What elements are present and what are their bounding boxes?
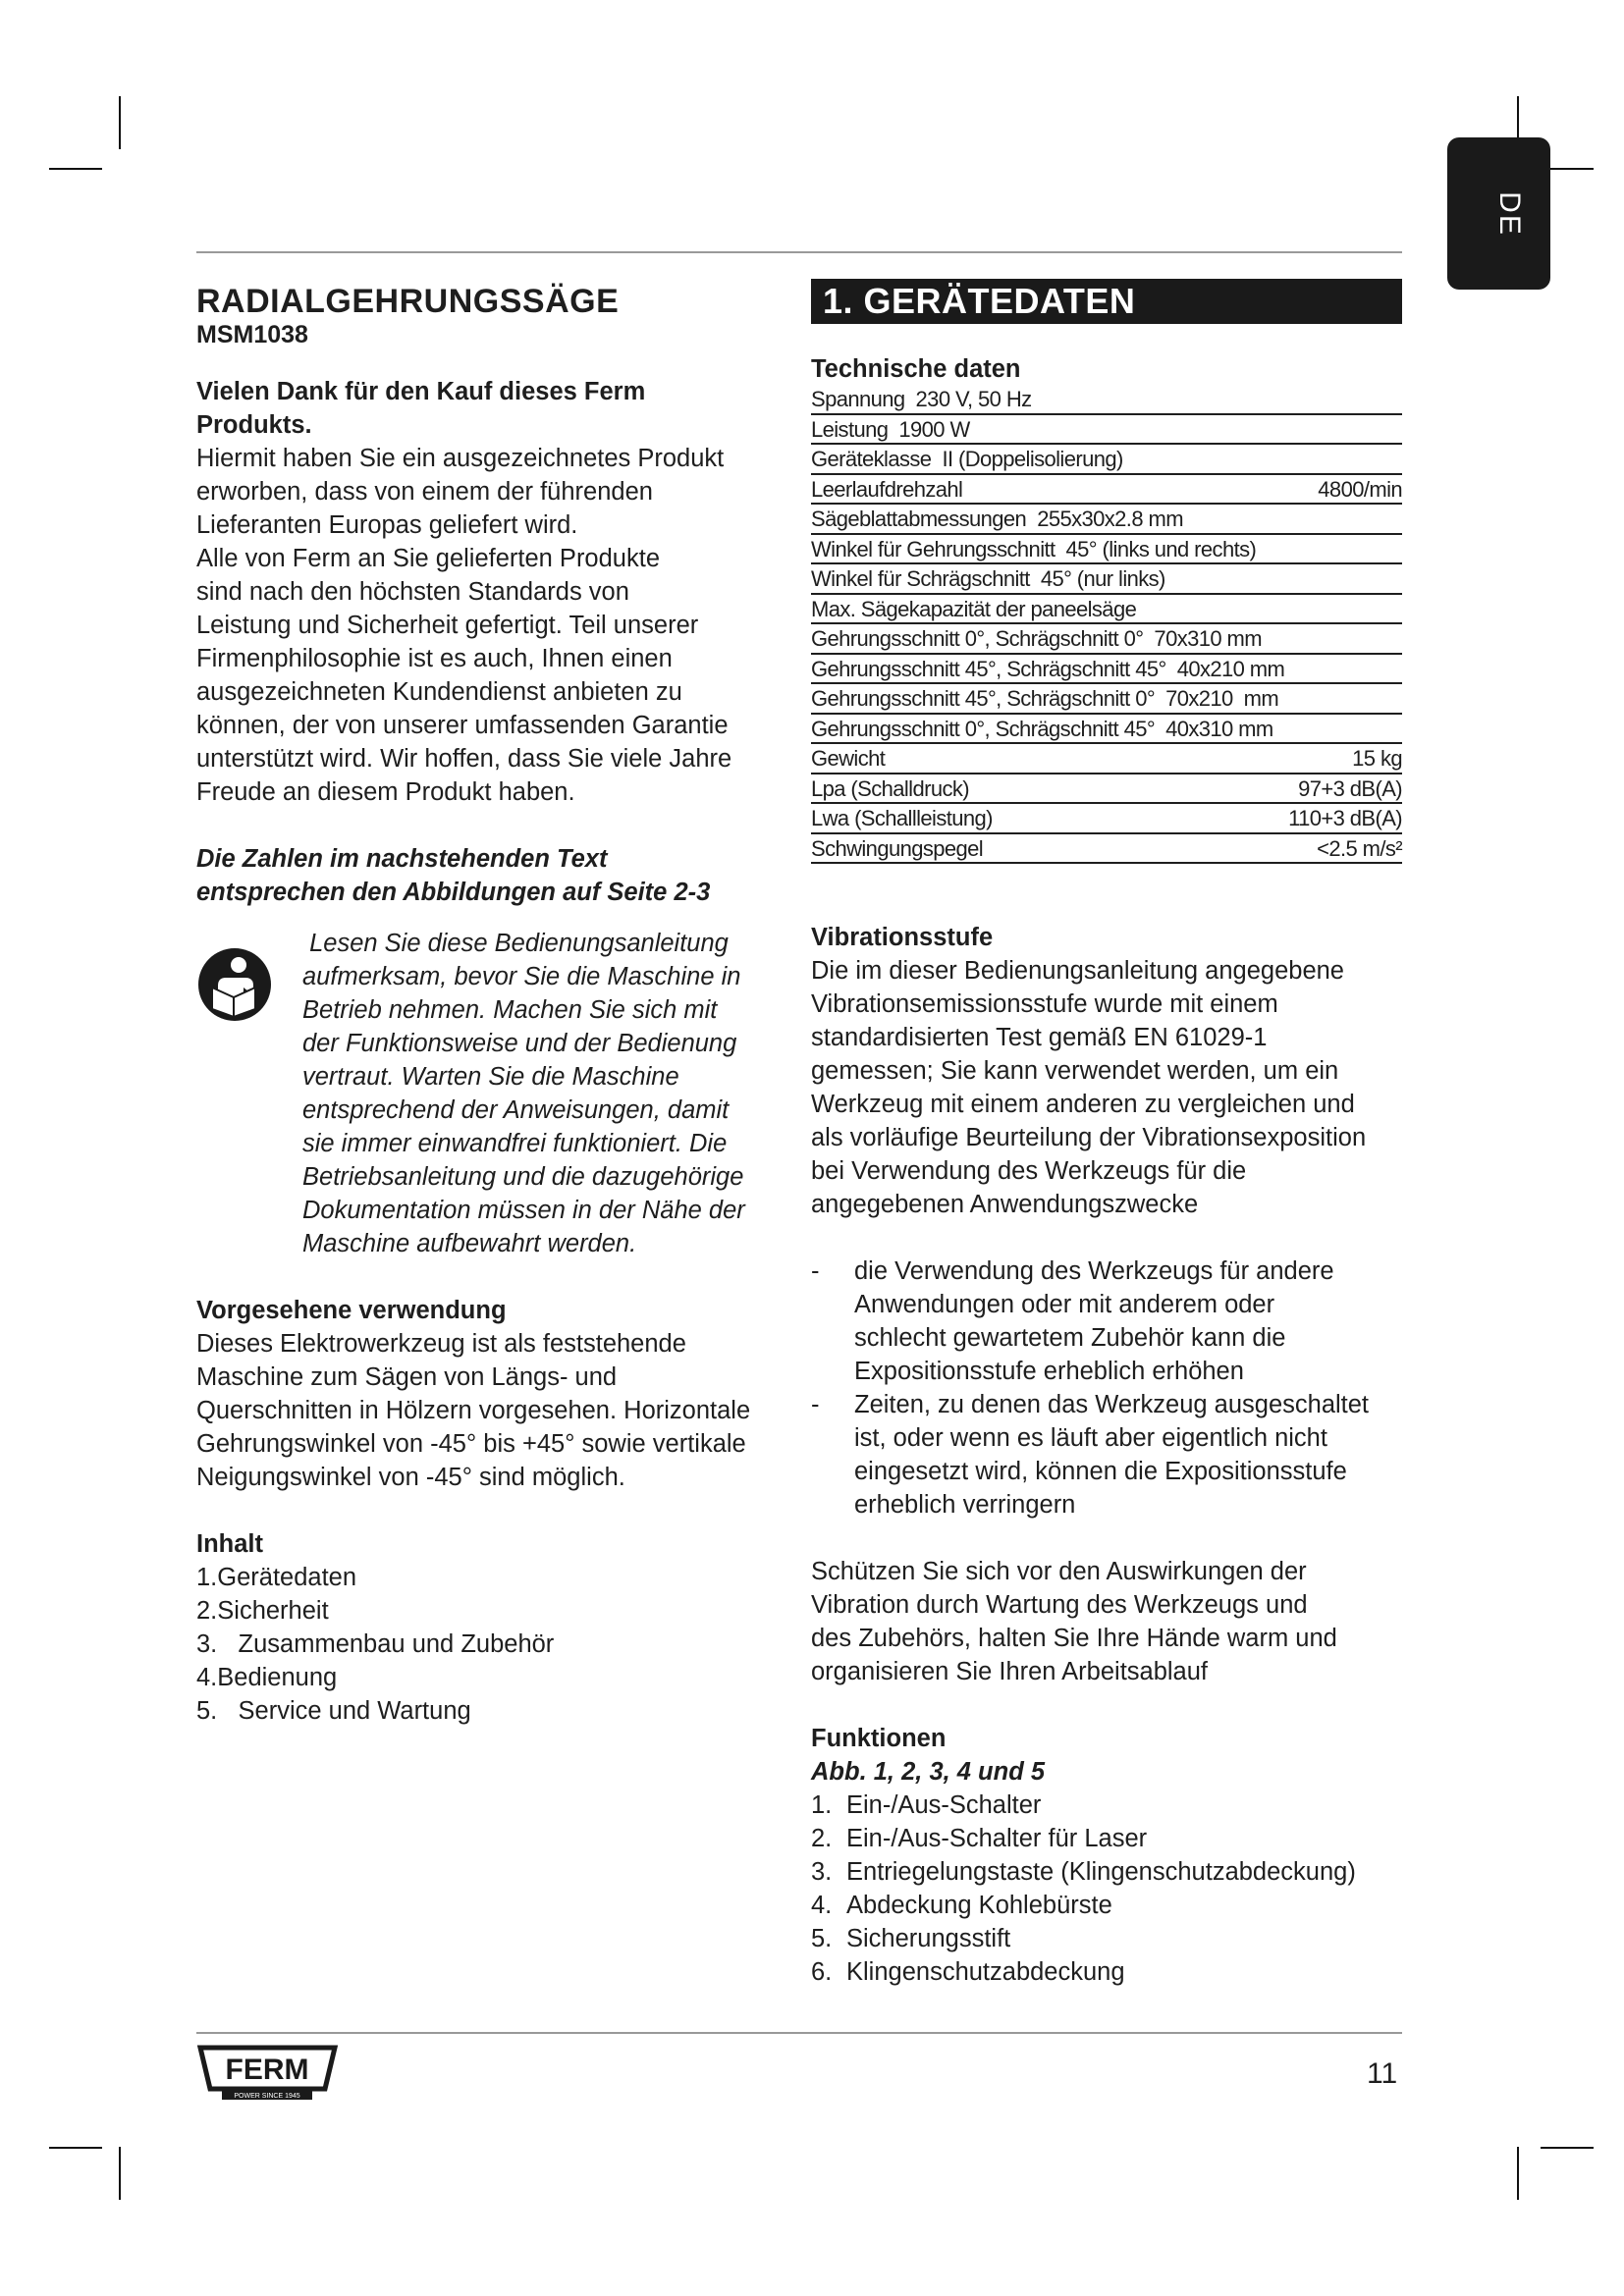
read-manual-notice <box>196 927 785 1260</box>
contents-item: 2.Sicherheit <box>196 1597 329 1625</box>
text-line: erworben, dass von einem der führenden <box>196 478 653 506</box>
spec-label: Winkel für Gehrungsschnitt 45° (links und rechts) <box>811 536 1257 561</box>
text-line: Gehrungswinkel von -45° bis +45° sowie vertikale <box>196 1430 746 1458</box>
vibration-heading: Vibrationsstufe <box>811 924 994 951</box>
text-line: ist, oder wenn es läuft aber eigentlich nicht <box>854 1424 1327 1452</box>
text-line: Anwendungen oder mit anderem oder <box>854 1291 1275 1318</box>
text-line: die Verwendung des Werkzeugs für andere <box>854 1257 1334 1285</box>
spec-label: Sägeblattabmessungen 255x30x2.8 mm <box>811 507 1183 531</box>
text-line: Lesen Sie diese Bedienungsanleitung <box>302 930 729 957</box>
spec-label: Leistung 1900 W <box>811 416 970 442</box>
text-line: Neigungswinkel von -45° sind möglich. <box>196 1464 625 1491</box>
contents-list <box>196 1561 785 1728</box>
dash-list-item <box>811 1255 1402 1388</box>
spec-row <box>811 715 1402 745</box>
text-line: Expositionsstufe erheblich erhöhen <box>854 1358 1244 1385</box>
contents-item: 1.Gerätedaten <box>196 1564 357 1591</box>
spec-label: Winkel für Schrägschnitt 45° (nur links) <box>811 566 1165 591</box>
page-number: 11 <box>1367 2057 1398 2090</box>
contents-heading: Inhalt <box>196 1530 263 1558</box>
spec-label: Lpa (Schalldruck) <box>811 775 969 801</box>
item-text: Klingenschutzabdeckung <box>846 1958 1125 1986</box>
spec-label: Gehrungsschnitt 45°, Schrägschnitt 0° 70x210 mm <box>811 686 1279 711</box>
text-line: ausgezeichneten Kundendienst anbieten zu <box>196 678 682 706</box>
spec-row <box>811 564 1402 595</box>
vibration-paragraph <box>811 954 1402 1221</box>
left-column <box>196 283 785 1728</box>
text-line: Firmenphilosophie ist es auch, Ihnen einen <box>196 645 673 672</box>
spec-row <box>811 834 1402 865</box>
text-line: Vibration durch Wartung des Werkzeugs und <box>811 1591 1308 1619</box>
text-line: unterstützt wird. Wir hoffen, dass Sie viele Jahre <box>196 745 732 773</box>
spec-row <box>811 415 1402 446</box>
spec-row <box>811 624 1402 655</box>
spec-value: 110+3 dB(A) <box>1288 806 1402 830</box>
text-line: als vorläufige Beurteilung der Vibrationsexposition <box>811 1124 1367 1151</box>
text-line: Dokumentation müssen in der Nähe der <box>302 1197 745 1224</box>
spec-row <box>811 505 1402 535</box>
language-tab-label: DE <box>1492 190 1526 237</box>
functions-subheading: Abb. 1, 2, 3, 4 und 5 <box>811 1758 1046 1786</box>
spec-label: Gehrungsschnitt 0°, Schrägschnitt 45° 40x310 mm <box>811 716 1273 741</box>
functions-heading: Funktionen <box>811 1725 947 1752</box>
intro-heading-line: Produkts. <box>196 411 312 439</box>
item-number: 2. <box>811 1825 833 1852</box>
crop-mark <box>1517 2147 1519 2200</box>
product-model: MSM1038 <box>196 321 308 348</box>
item-number: 5. <box>811 1925 833 1952</box>
text-line: sie immer einwandfrei funktioniert. Die <box>302 1130 728 1157</box>
contents-item: 3. Zusammenbau und Zubehör <box>196 1630 555 1658</box>
text-line: vertraut. Warten Sie die Maschine <box>302 1063 679 1091</box>
product-title: RADIALGEHRUNGSSÄGE <box>196 283 620 320</box>
text-line: Werkzeug mit einem anderen zu vergleichen und <box>811 1091 1355 1118</box>
spec-value: <2.5 m/s² <box>1317 835 1402 861</box>
ferm-logo <box>196 2042 339 2103</box>
read-manual-icon <box>196 927 273 1260</box>
item-number: 3. <box>811 1858 833 1886</box>
text-line: Maschine zum Sägen von Längs- und <box>196 1363 618 1391</box>
spec-row <box>811 684 1402 715</box>
text-line: erheblich verringern <box>854 1491 1076 1519</box>
item-number: 4. <box>811 1892 833 1919</box>
intro-heading-line: Vielen Dank für den Kauf dieses Ferm <box>196 378 646 405</box>
text-line: der Funktionsweise und der Bedienung <box>302 1030 737 1057</box>
text-line: gemessen; Sie kann verwendet werden, um ein <box>811 1057 1339 1085</box>
figures-note-line: entsprechen den Abbildungen auf Seite 2-3 <box>196 879 711 906</box>
language-tab <box>1447 137 1550 290</box>
bottom-divider <box>196 2032 1402 2034</box>
functions-item <box>811 1889 1402 1922</box>
spec-row <box>811 774 1402 805</box>
logo-tagline: POWER SINCE 1945 <box>234 2093 300 2100</box>
text-line: können, der von unserer umfassenden Garantie <box>196 712 729 739</box>
spec-label: Gewicht <box>811 746 886 771</box>
text-line: organisieren Sie Ihren Arbeitsablauf <box>811 1658 1209 1685</box>
section-title: 1. GERÄTEDATEN <box>811 279 1402 324</box>
spec-row <box>811 445 1402 475</box>
intended-use-paragraph <box>196 1327 785 1494</box>
crop-mark <box>1541 2147 1594 2149</box>
text-line: entsprechend der Anweisungen, damit <box>302 1096 730 1124</box>
text-line: Dieses Elektrowerkzeug ist als feststehende <box>196 1330 686 1358</box>
text-line: Schützen Sie sich vor den Auswirkungen der <box>811 1558 1307 1585</box>
spec-label: Gehrungsschnitt 45°, Schrägschnitt 45° 40x210 mm <box>811 656 1285 681</box>
spec-value: 15 kg <box>1352 746 1402 771</box>
item-text: Ein-/Aus-Schalter <box>846 1791 1042 1819</box>
item-text: Abdeckung Kohlebürste <box>846 1892 1112 1919</box>
text-line: bei Verwendung des Werkzeugs für die <box>811 1157 1247 1185</box>
item-text: Entriegelungstaste (Klingenschutzabdeckung) <box>846 1858 1356 1886</box>
functions-item <box>811 1855 1402 1889</box>
spec-label: Schwingungspegel <box>811 835 984 861</box>
notice-text <box>273 927 745 1260</box>
spec-row <box>811 535 1402 565</box>
text-line: Die im dieser Bedienungsanleitung angegebene <box>811 957 1344 985</box>
crop-mark <box>49 2147 102 2149</box>
functions-item <box>811 1922 1402 1955</box>
text-line: Lieferanten Europas geliefert wird. <box>196 511 578 539</box>
spec-value: 97+3 dB(A) <box>1298 775 1402 801</box>
dash-list-item <box>811 1388 1402 1522</box>
functions-list <box>811 1789 1402 1989</box>
right-column <box>811 279 1402 1989</box>
figures-note-line: Die Zahlen im nachstehenden Text <box>196 845 608 873</box>
text-line: angegebenen Anwendungszwecke <box>811 1191 1199 1218</box>
text-line: Betriebsanleitung und die dazugehörige <box>302 1163 744 1191</box>
intro-paragraph <box>196 442 785 809</box>
text-line: Alle von Ferm an Sie gelieferten Produkte <box>196 545 660 572</box>
contents-item: 5. Service und Wartung <box>196 1697 471 1725</box>
text-line: standardisierten Test gemäß EN 61029-1 <box>811 1024 1268 1051</box>
functions-item <box>811 1955 1402 1989</box>
text-line: Betrieb nehmen. Machen Sie sich mit <box>302 996 718 1024</box>
text-line: Maschine aufbewahrt werden. <box>302 1230 637 1257</box>
functions-item <box>811 1822 1402 1855</box>
spec-row <box>811 385 1402 415</box>
spec-label: Lwa (Schallleistung) <box>811 806 993 830</box>
item-number: 6. <box>811 1958 833 1986</box>
functions-item <box>811 1789 1402 1822</box>
spec-table <box>811 385 1402 864</box>
text-line: Freude an diesem Produkt haben. <box>196 778 575 806</box>
text-line: Hiermit haben Sie ein ausgezeichnetes Produkt <box>196 445 725 472</box>
logo-text: FERM <box>225 2054 309 2086</box>
crop-mark <box>49 168 102 170</box>
item-text: Sicherungsstift <box>846 1925 1011 1952</box>
spec-value: 4800/min <box>1318 476 1402 502</box>
text-line: Querschnitten in Hölzern vorgesehen. Horizontale <box>196 1397 751 1424</box>
text-line: sind nach den höchsten Standards von <box>196 578 629 606</box>
spec-row <box>811 595 1402 625</box>
text-line: des Zubehörs, halten Sie Ihre Hände warm und <box>811 1625 1337 1652</box>
spec-label: Spannung 230 V, 50 Hz <box>811 387 1032 411</box>
text-line: Leistung und Sicherheit gefertigt. Teil unserer <box>196 612 699 639</box>
spec-label: Geräteklasse II (Doppelisolierung) <box>811 447 1123 471</box>
spec-row <box>811 475 1402 506</box>
contents-item: 4.Bedienung <box>196 1664 338 1691</box>
item-text: Ein-/Aus-Schalter für Laser <box>846 1825 1148 1852</box>
spec-label: Max. Sägekapazität der paneelsäge <box>811 596 1137 621</box>
top-divider <box>196 251 1402 253</box>
text-line: Vibrationsemissionsstufe wurde mit einem <box>811 990 1278 1018</box>
spec-row <box>811 655 1402 685</box>
item-number: 1. <box>811 1791 833 1819</box>
intended-use-heading: Vorgesehene verwendung <box>196 1297 507 1324</box>
text-line: aufmerksam, bevor Sie die Maschine in <box>302 963 741 990</box>
spec-row <box>811 744 1402 774</box>
crop-mark <box>119 96 121 149</box>
dash-bullet: - <box>811 1257 820 1285</box>
spec-row <box>811 804 1402 834</box>
spec-label: Gehrungsschnitt 0°, Schrägschnitt 0° 70x310 mm <box>811 626 1262 651</box>
text-line: eingesetzt wird, können die Expositionsstufe <box>854 1458 1347 1485</box>
crop-mark <box>119 2147 121 2200</box>
protect-paragraph <box>811 1555 1402 1688</box>
tech-data-heading: Technische daten <box>811 355 1021 383</box>
spec-label: Leerlaufdrehzahl <box>811 476 963 502</box>
dash-bullet: - <box>811 1391 820 1418</box>
text-line: Zeiten, zu denen das Werkzeug ausgeschaltet <box>854 1391 1370 1418</box>
text-line: schlecht gewartetem Zubehör kann die <box>854 1324 1286 1352</box>
